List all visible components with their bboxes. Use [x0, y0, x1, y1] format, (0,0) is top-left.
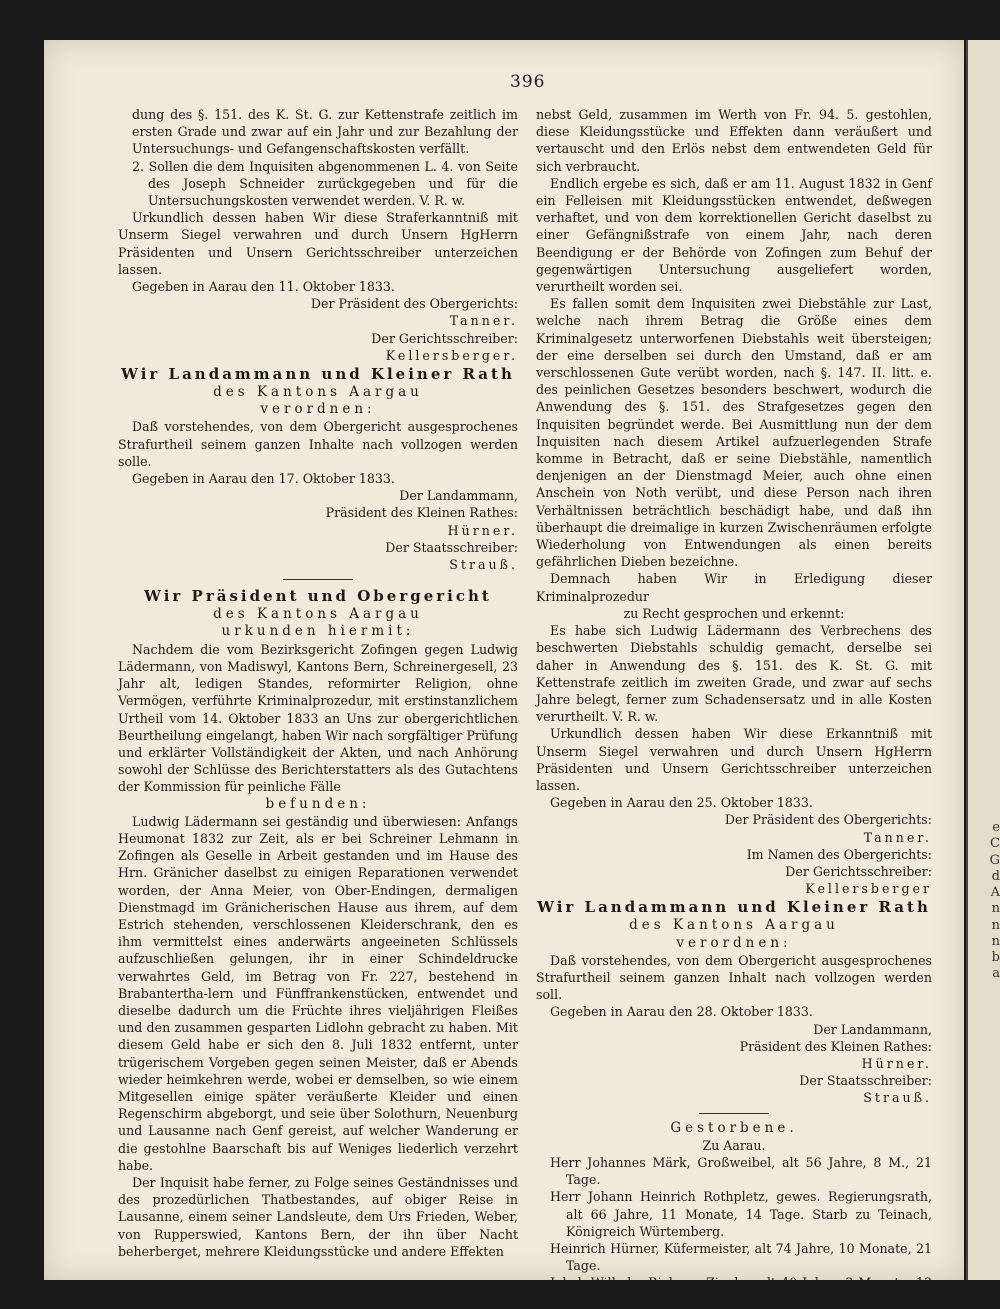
- edge-fragment: G: [989, 852, 1000, 868]
- text-paragraph: Urkundlich dessen haben Wir diese Erkanntniß mit Unserm Siegel verwahren und durch Unsern HgHerrn Präsidenten und Unsern Gerichtsschreiber unterzeichen lassen.: [536, 726, 932, 793]
- text-paragraph: Gestorbene.: [670, 1119, 798, 1136]
- section-heading: Wir Landammann und Kleiner Rath: [121, 365, 515, 384]
- text-paragraph: Kellersberger: [805, 881, 932, 897]
- edge-fragment: n: [991, 933, 1000, 949]
- text-paragraph: Im Namen des Obergerichts:: [746, 846, 932, 862]
- text-paragraph: des Kantons Aargau: [213, 384, 423, 401]
- edge-fragment: C: [990, 836, 1000, 852]
- text-paragraph: Strauß.: [863, 1090, 932, 1106]
- text-paragraph: Gegeben in Aarau den 17. Oktober 1833.: [132, 471, 395, 487]
- text-paragraph: dung des §. 151. des K. St. G. zur Kettenstrafe zeitlich im ersten Grade und zwar auf ein Jahr und zur Bezahlung der Untersuchungs- und Gefangenschaftskosten verfällt.: [132, 107, 518, 157]
- text-paragraph: Urkundlich dessen haben Wir diese Straferkanntniß mit Unserm Siegel verwahren und durch Unsern HgHerrn Präsidenten und Unsern Gerichtsschreiber unterzeichen lassen.: [118, 210, 518, 277]
- text-paragraph: Der Landammann,: [399, 488, 518, 504]
- text-paragraph: Präsident des Kleinen Rathes:: [739, 1038, 932, 1054]
- text-paragraph: Hürner.: [861, 1055, 932, 1071]
- text-paragraph: Der Gerichtsschreiber:: [785, 863, 932, 879]
- text-paragraph: Zu Aarau.: [702, 1137, 766, 1153]
- text-paragraph: Hürner.: [447, 522, 518, 538]
- section-heading: Wir Präsident und Obergericht: [144, 587, 492, 606]
- text-paragraph: verordnen:: [676, 934, 792, 951]
- text-paragraph: Der Präsident des Obergerichts:: [724, 812, 932, 828]
- text-paragraph: Tanner.: [863, 829, 932, 845]
- text-paragraph: befunden:: [265, 795, 371, 812]
- section-divider: [283, 579, 353, 580]
- right-column: [536, 106, 932, 1309]
- edge-fragment: n: [991, 917, 1000, 933]
- text-paragraph: zu Recht gesprochen und erkennt:: [623, 605, 845, 621]
- text-paragraph: Kellersberger.: [385, 347, 518, 363]
- edge-fragment: A: [990, 885, 1000, 900]
- text-paragraph: Präsident des Kleinen Rathes:: [325, 505, 518, 521]
- text-paragraph: Daß vorstehendes, von dem Obergericht ausgesprochenes Strafurtheil seinem ganzen Inhalte nach vollzogen werden solle.: [118, 419, 518, 469]
- text-paragraph: Gegeben in Aarau den 25. Oktober 1833.: [550, 795, 813, 811]
- text-paragraph: Jakob Wilhelm Richner, Ziegler, alt 40 Jahre, 3 Monate, 13 Tage.: [550, 1275, 932, 1308]
- text-paragraph: Daß vorstehendes, von dem Obergericht ausgesprochenes Strafurtheil seinem ganzen Inhalt nach vollzogen werden soll.: [536, 952, 932, 1003]
- text-paragraph: Es fallen somit dem Inquisiten zwei Diebstähle zur Last, welche nach ihrem Betrag die Größe eines dem Kriminalgesetz unterworfenen Diebstahls weit übersteigen; der eine derselben sei durch den Umstand, daß er am verschlossenen Gute verübt worden, nach §. 147. II. litt. e. des peinlichen Gesetzes besonders beschwert, wodurch die Anwendung des §. 151. des Strafgesetzes gegen den Inquisiten begründet werde. Bei Ausmittlung nun der dem Inquisiten nach diesem Artikel aufzuerlegenden Strafe komme in Betracht, daß er seine Diebstähle, namentlich denjenigen an der Dienstmagd Meier, auch ohne einen Anschein von Noth verübt, und diese Person nach ihren Verhältnissen beträchtlich beschädigt habe, und daß ihn überhaupt die dreimalige in kurzen Zwischenräumen erfolgte Wiederholung von Entwendungen als einen bereits gefährlichen Dieben bezeichne.: [536, 296, 932, 570]
- left-column: [118, 106, 518, 1260]
- text-paragraph: Herr Johannes Märk, Großweibel, alt 56 Jahre, 8 M., 21 Tage.: [550, 1154, 932, 1188]
- text-paragraph: verordnen:: [260, 401, 376, 418]
- text-paragraph: des Kantons Aargau: [213, 606, 423, 623]
- edge-fragment: e: [992, 820, 1000, 835]
- section-heading: Wir Landammann und Kleiner Rath: [537, 898, 931, 917]
- text-paragraph: Demnach haben Wir in Erledigung dieser Kriminalprozedur: [536, 571, 932, 604]
- adjacent-page-text-fragments: [968, 820, 1000, 983]
- text-paragraph: Tanner.: [449, 313, 518, 329]
- text-paragraph: Herr Johann Heinrich Rothpletz, gewes. Regierungsrath, alt 66 Jahre, 11 Monate, 14 Tage. Starb zu Teinach, Königreich Würtemberg.: [550, 1189, 932, 1239]
- page-number: 396: [510, 72, 546, 92]
- text-paragraph: Es habe sich Ludwig Lädermann des Verbrechens des beschwerten Diebstahls schuldig gemacht, derselbe sei daher in Anwendung des §. 151. des K. St. G. mit Kettenstrafe zeitlich im zweiten Grade, und zwar auf sechs Jahre belegt, ferner zum Schadensersatz und in alle Kosten verurtheilt. V. R. w.: [536, 623, 932, 725]
- text-paragraph: Gegeben in Aarau den 11. Oktober 1833.: [132, 279, 395, 295]
- text-paragraph: Gegeben in Aarau den 28. Oktober 1833.: [550, 1004, 813, 1020]
- text-paragraph: Der Gerichtsschreiber:: [371, 330, 518, 346]
- text-paragraph: Der Landammann,: [813, 1021, 932, 1037]
- edge-fragment: d: [991, 868, 1000, 884]
- text-paragraph: Der Inquisit habe ferner, zu Folge seines Geständnisses und des prozedürlichen Thatbestandes, auf obiger Reise in Lausanne, einem seiner Landsleute, dem Urs Frieden, Weber, von Rupperswied, Kantons Bern, der ihn über Nacht beherberget, mehrere Kleidungsstücke und andere Effekten: [118, 1174, 518, 1259]
- text-paragraph: 2. Sollen die dem Inquisiten abgenommenen L. 4. von Seite des Joseph Schneider zurückgegeben und für die Untersuchungskosten verwendet werden. V. R. w.: [132, 158, 518, 209]
- text-paragraph: Heinrich Hürner, Küfermeister, alt 74 Jahre, 10 Monate, 21 Tage.: [550, 1241, 932, 1274]
- text-paragraph: nebst Geld, zusammen im Werth von Fr. 94. 5. gestohlen, diese Kleidungsstücke und Effekten dann veräußert und vertauscht und den Erlös nebst dem entwendeten Geld für sich verbraucht.: [536, 107, 932, 174]
- text-paragraph: Nachdem die vom Bezirksgericht Zofingen gegen Ludwig Lädermann, von Madiswyl, Kantons Bern, Schreinergesell, 23 Jahr alt, ledigen Standes, reformirter Religion, ohne Vermögen, verführte Kriminalprozedur, mit erstinstanzlichem Urtheil vom 14. Oktober 1833 an Uns zur obergerichtlichen Beurtheilung eingelangt, haben Wir nach sorgfältiger Prüfung und erklärter Vollständigkeit der Akten, und nach Anhörung sowohl der Schlüsse des Berichterstatters als des Gutachtens der Kommission für peinliche Fälle: [118, 641, 518, 795]
- text-paragraph: urkunden hiermit:: [221, 623, 415, 640]
- edge-fragment: n: [991, 901, 1000, 917]
- text-paragraph: Der Staatsschreiber:: [385, 539, 518, 555]
- section-divider: [699, 1113, 769, 1114]
- text-paragraph: Strauß.: [449, 557, 518, 573]
- text-paragraph: des Kantons Aargau: [629, 917, 839, 934]
- text-paragraph: Der Präsident des Obergerichts:: [310, 296, 518, 312]
- text-paragraph: Endlich ergebe es sich, daß er am 11. August 1832 in Genf ein Felleisen mit Kleidungsstücken entwendet, deßwegen verhaftet, und von dem korrektionellen Gericht daselbst zu einer Gefängnißstrafe von einem Jahr, nach deren Beendigung er der Behörde von Zofingen zum Behuf der gegenwärtigen Untersuchung ausgeliefert worden, verurtheilt worden sei.: [536, 175, 932, 295]
- edge-fragment: a: [992, 966, 1000, 982]
- edge-fragment: b: [991, 950, 1000, 965]
- text-paragraph: Ludwig Lädermann sei geständig und überwiesen: Anfangs Heumonat 1832 zur Zeit, als er bei Schreiner Lehmann in Zofingen als Geselle in Arbeit gestanden und im Hause des Hrn. Gränicher daselbst zu einigen Reparationen verwendet worden, der Anna Meier, von Ober-Endingen, dermaligen Dienstmagd im Gränicherischen Hause aus ihrem, auf dem Estrich stehenden, verschlossenen Kleiderschrank, den es ihm vermittelst eines anderwärts angeeineten Schlüssels aufzuschließen gelungen, ihr in einer Schindeldrucke verwahrtes Geld, im Betrag von Fr. 227, bestehend in Brabantertha-lern und Fünffrankenstücken, entwendet und dieselbe dadurch um die Früchte ihres vieljährigen Fleißes und den zusammen gesparten Lidlohn gebracht zu haben. Mit diesem Geld habe er sich den 8. Juli 1832 entfernt, unter trügerischem Vorgeben gegen seinen Meister, daß er Abends wieder heimkehren werde, wobei er demselben, so wie einem Mitgesellen einige später veräußerte Kleider und einen Regenschirm abgeborgt, und seie über Solothurn, Neuenburg und Lausanne nach Genf gereist, auf welcher Wanderung er die gestohlne Baarschaft bis auf Weniges liederlich verzehrt habe.: [118, 813, 518, 1173]
- adjacent-page-edge: [966, 40, 1000, 1280]
- text-paragraph: Der Staatsschreiber:: [799, 1073, 932, 1089]
